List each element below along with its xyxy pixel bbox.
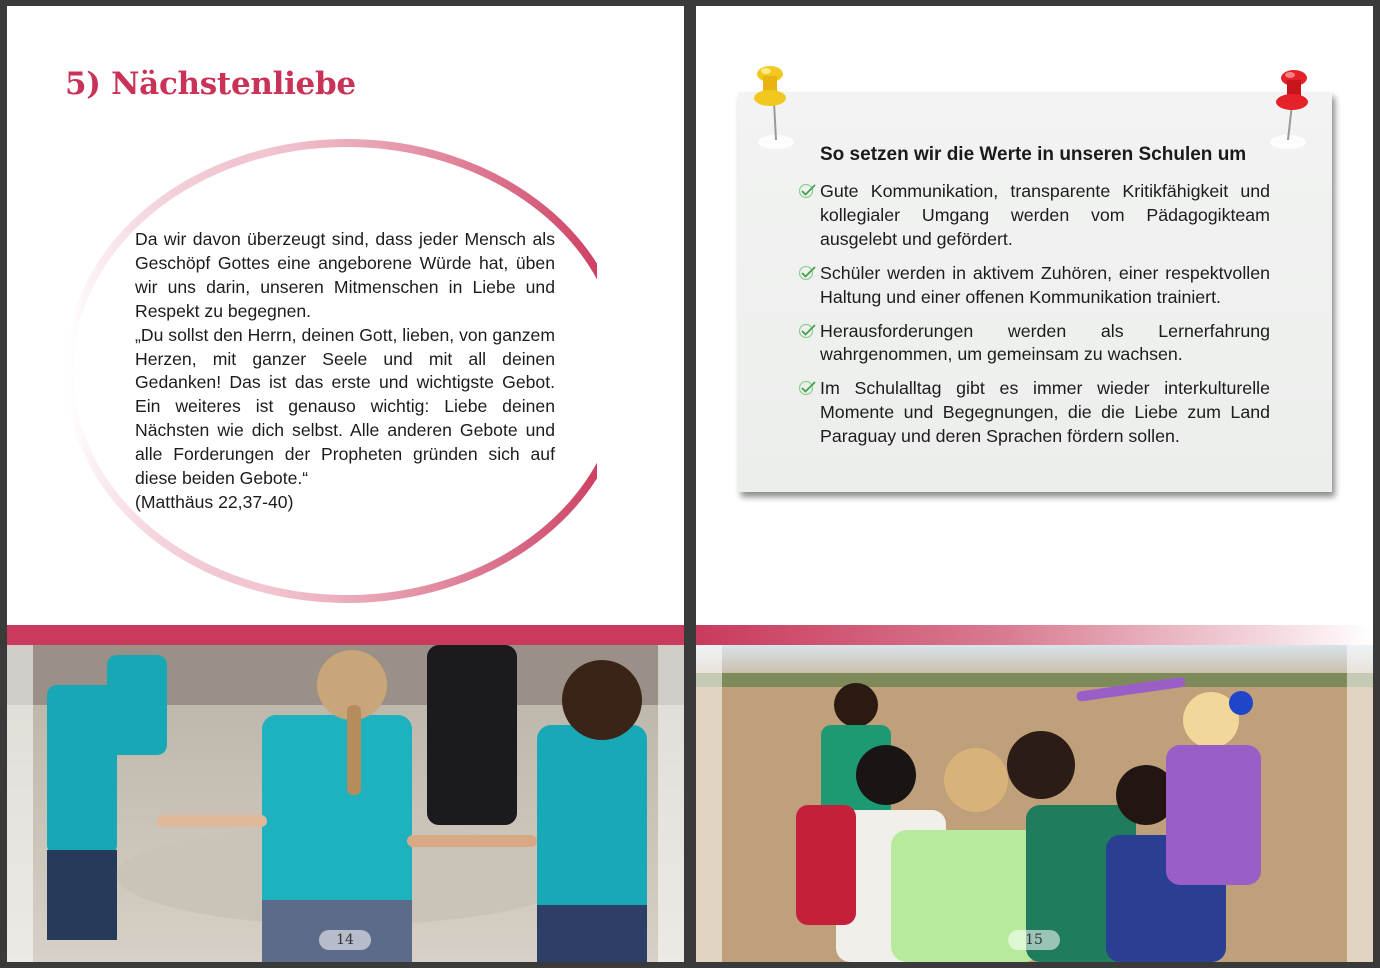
value-text: [135, 228, 555, 515]
intro-paragraph: Da wir davon überzeugt sind, dass jeder Mensch als Geschöpf Gottes eine angeborene Würde hat, üben wir uns darin, unseren Mitmenschen in Liebe und Respekt zu begegnen.: [135, 229, 555, 321]
bible-citation: (Matthäus 22,37-40): [135, 491, 294, 512]
list-item: [798, 320, 1270, 368]
list-item: [798, 262, 1270, 310]
bible-quote: „Du sollst den Herrn, deinen Gott, lieben, von ganzem Herzen, mit ganzer Seele und mit all deinen Gedanken! Das ist das erste und wichtigste Gebot. Ein weiteres ist genauso wichtig: Liebe deinen Nächsten wie dich selbst. Alle anderen Gebote und alle Forderungen der Propheten gründen sich auf diese beiden Gebote.“: [135, 324, 555, 489]
chapter-title: 5) Nächstenliebe: [65, 66, 356, 102]
yellow-pushpin-icon: [748, 62, 808, 154]
check-icon: [798, 183, 816, 199]
page-number: 14: [319, 930, 371, 950]
list-item: [798, 377, 1270, 449]
red-pushpin-icon: [1262, 66, 1322, 158]
accent-band: [696, 625, 1373, 645]
accent-band: [7, 625, 684, 645]
photo-children-circle: [7, 645, 684, 962]
list-item: [798, 180, 1270, 252]
values-list: [798, 180, 1270, 459]
list-item-text: Schüler werden in aktivem Zuhören, einer respektvollen Haltung und einer offenen Kommunikation trainiert.: [820, 262, 1270, 307]
check-icon: [798, 323, 816, 339]
page-number: 15: [1008, 930, 1060, 950]
list-item-text: Herausforderungen werden als Lernerfahrung wahrgenommen, um gemeinsam zu wachsen.: [820, 320, 1270, 365]
list-item-text: Gute Kommunikation, transparente Kritikfähigkeit und kollegialer Umgang werden vom Pädagogikteam ausgelebt und gefördert.: [820, 181, 1270, 249]
list-item-text: Im Schulalltag gibt es immer wieder interkulturelle Momente und Begegnungen, die die Liebe zum Land Paraguay und deren Sprachen fördern sollen.: [820, 378, 1270, 447]
values-notice-box: [738, 92, 1332, 492]
right-page: [696, 6, 1373, 962]
left-page: [7, 6, 684, 962]
check-icon: [798, 265, 816, 281]
photo-children-huddle: [696, 645, 1373, 962]
notice-title: So setzen wir die Werte in unseren Schulen um: [820, 144, 1247, 165]
check-icon: [798, 380, 816, 396]
